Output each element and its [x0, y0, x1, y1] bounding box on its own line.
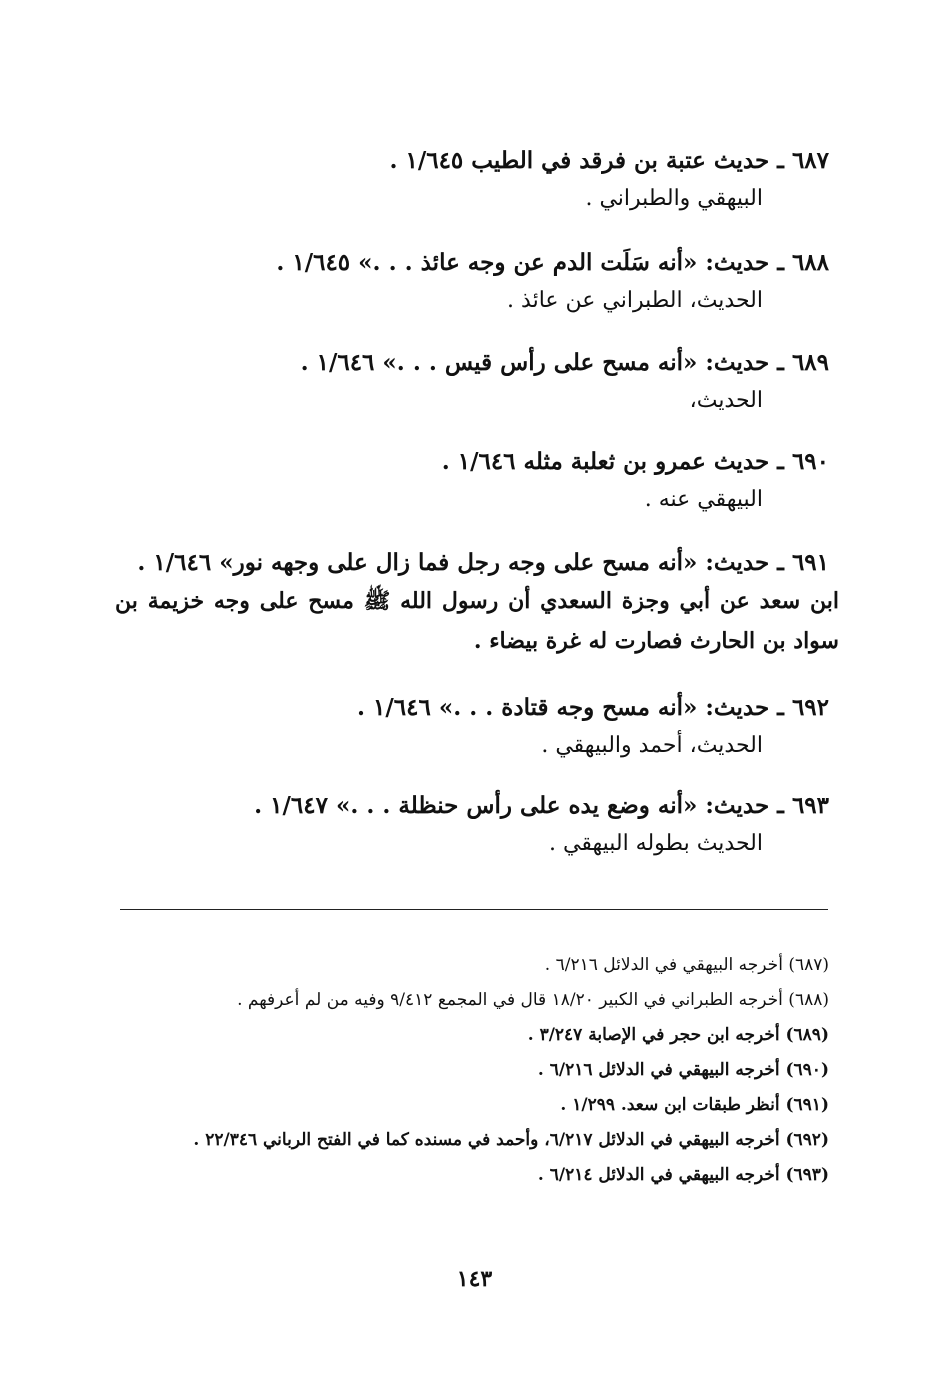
entry-source: البيهقي والطبراني . — [585, 186, 763, 211]
footnote-divider — [120, 909, 828, 910]
entry-693 — [129, 788, 829, 864]
entry-heading: ٦٩٢ ـ حديث: «أنه مسح وجه قتادة . . .» ١/٦٤٦ . — [357, 694, 829, 721]
entry-688 — [129, 245, 829, 321]
footnote-689: (٦٨٩) أخرجه ابن حجر في الإصابة ٣/٢٤٧ . — [527, 1025, 829, 1045]
footnotes — [119, 948, 829, 1193]
entry-source: ابن سعد عن أبي وجزة السعدي أن رسول الله ﷺ مسح على وجه خزيمة بن سواد بن الحارث فصارت له غرة بيضاء . — [115, 588, 839, 654]
footnote-693: (٦٩٣) أخرجه البيهقي في الدلائل ٦/٢١٤ . — [537, 1165, 829, 1185]
entry-source: الحديث بطوله البيهقي . — [549, 831, 763, 856]
entry-source: الحديث، أحمد والبيهقي . — [541, 733, 763, 758]
entry-heading: ٦٩٣ ـ حديث: «أنه وضع يده على رأس حنظلة . . .» ١/٦٤٧ . — [254, 792, 829, 819]
entry-689 — [129, 345, 829, 421]
entry-692 — [129, 690, 829, 766]
entry-source: البيهقي عنه . — [644, 487, 763, 512]
entry-heading: ٦٨٧ ـ حديث عتبة بن فرقد في الطيب ١/٦٤٥ . — [389, 147, 829, 174]
entry-690 — [129, 444, 829, 520]
entry-source: الحديث، — [689, 388, 763, 413]
footnote-692: (٦٩٢) أخرجه البيهقي في الدلائل ٦/٢١٧، وأحمد في مسنده كما في الفتح الرباني ٢٢/٣٤٦ . — [193, 1130, 829, 1150]
entry-heading: ٦٨٩ ـ حديث: «أنه مسح على رأس قيس . . .» ١/٦٤٦ . — [300, 349, 829, 376]
page-number: ١٤٣ — [456, 1266, 493, 1292]
entry-691 — [115, 545, 839, 661]
entry-heading: ٦٨٨ ـ حديث: «أنه سَلَت الدم عن وجه عائذ . . .» ١/٦٤٥ . — [276, 249, 829, 276]
entry-heading: ٦٩٠ ـ حديث عمرو بن ثعلبة مثله ١/٦٤٦ . — [441, 448, 829, 475]
entry-source: الحديث، الطبراني عن عائذ . — [507, 288, 763, 313]
entry-heading: ٦٩١ ـ حديث: «أنه مسح على وجه رجل فما زال على وجهه نور» ١/٦٤٦ . — [137, 549, 829, 576]
entry-687 — [129, 143, 829, 219]
footnote-687: (٦٨٧) أخرجه البيهقي في الدلائل ٦/٢١٦ . — [544, 955, 829, 975]
footnote-690: (٦٩٠) أخرجه البيهقي في الدلائل ٦/٢١٦ . — [537, 1060, 829, 1080]
footnote-691: (٦٩١) أنظر طبقات ابن سعد. ١/٢٩٩ . — [560, 1095, 829, 1115]
footnote-688: (٦٨٨) أخرجه الطبراني في الكبير ١٨/٢٠ قال في المجمع ٩/٤١٢ وفيه من لم أعرفهم . — [237, 990, 829, 1010]
